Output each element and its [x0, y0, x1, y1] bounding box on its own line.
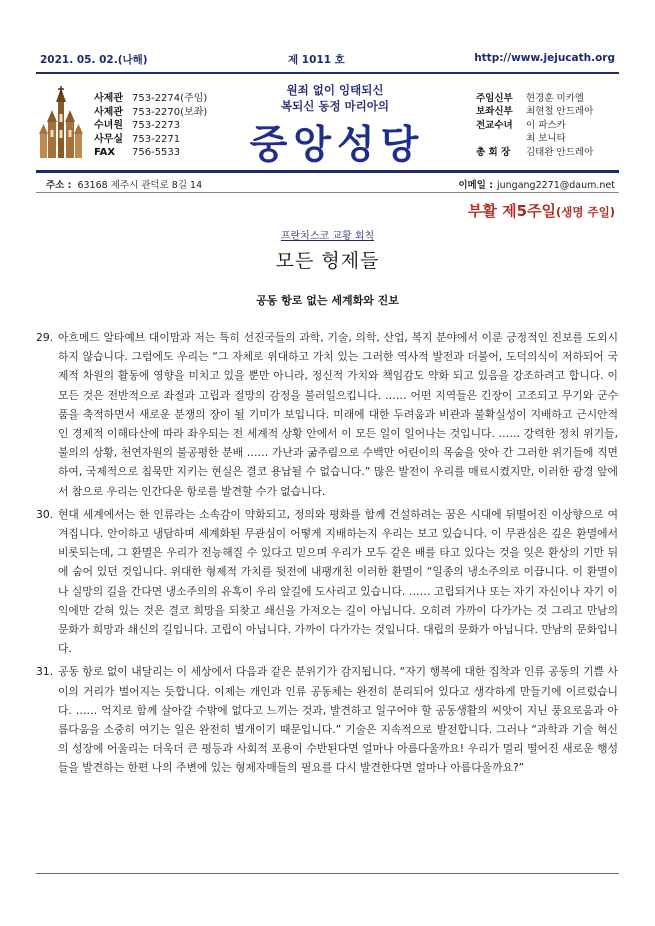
paragraph-30	[36, 505, 618, 659]
masthead-rule-bottom	[36, 192, 619, 193]
staff-row: 전교수녀 이 파스카	[476, 119, 566, 131]
masthead-rule-top	[36, 72, 619, 74]
issue-number: 제 1011 호	[288, 54, 345, 66]
document-title: 모든 형제들	[275, 250, 380, 272]
staff-row: 주임신부 현경훈 미카엘	[476, 93, 585, 104]
contact-row: 사제관 753-2270(보좌)	[94, 106, 208, 118]
paragraph-number: 29.	[36, 331, 54, 344]
masthead-rule-mid	[36, 170, 619, 173]
staff-row: 보좌신부 최현철 안드레아	[476, 106, 594, 118]
paragraph-29	[36, 328, 618, 501]
contact-row: 사무실 753-2271	[94, 133, 181, 145]
section-heading: 공동 항로 없는 세계화와 진보	[256, 294, 399, 307]
church-logo-icon	[38, 86, 84, 158]
article-body	[36, 328, 618, 782]
dedication-line-2: 복되신 동정 마리아의	[281, 99, 389, 113]
contact-row: FAX 756-5533	[94, 147, 181, 159]
dedication-line-1: 원죄 없이 잉태되신	[286, 83, 384, 97]
contact-row: 수녀원 753-2273	[94, 120, 181, 132]
website-link[interactable]: http://www.jejucath.org	[474, 52, 615, 64]
paragraph-text: 아흐메드 알타예브 대이맘과 저는 특히 선진국들의 과학, 기술, 의학, 산업, 복지 분야에서 이룬 긍정적인 진보를 도외시하지 않습니다. 그럼에도 우리는 “그 자체로 위대하고 가치 있는 그러한 역사적 발전과 더불어, 도덕의식이 저하되어 국제적 차원의 활동에 영향을 미치고 있을 뿐만 아니라, 정신적 가치와 책임감도 약화 되고 있음을 강조하려고 합니다. 이 모든 것은 전반적으로 좌절과 고립과 절망의 감정을 불러일으킵니다. …… 어떤 지역들은 긴장이 고조되고 무기와 군수품을 축적하면서 새로운 분쟁의 장이 될 기미가 보입니다. 미래에 대한 두려움과 비관과 불확실성이 지배하고 근시안적인 경제적 이해타산에 따라 좌우되는 전 세계적 상황 안에서 이 모든 일이 일어나는 것입니다. …… 강력한 정치 위기들, 불의의 상황, 천연자원의 불공평한 분배 …… 가난과 굶주림으로 수백만 어린이의 목숨을 앗아 간 그러한 위기들에 직면하여, 국제적으로 침묵만 지키는 현실은 결코 용납될 수 없습니다.” 많은 발전이 우리를 매료시켰지만, 이러한 광경 앞에서 참으로 우리는 인간다운 항로를 발견할 수가 없습니다.	[58, 331, 618, 498]
paragraph-number: 30.	[36, 507, 54, 521]
paragraph-text: 현대 세계에서는 한 인류라는 소속감이 약화되고, 정의와 평화를 함께 건설하려는 꿈은 시대에 뒤떨어진 이상향으로 여겨집니다. 안이하고 냉담하며 세계화된 무관심이 어떻게 지배하는지 우리는 보고 있습니다. 이 무관심은 깊은 환멸에서 비롯되는데, 그 환멸은 우리가 전능해질 수 있다고 믿으며 우리가 모두 같은 배를 타고 있다는 것을 잊은 환상의 기만 뒤에 숨어 있던 것입니다. 위대한 형제적 가치를 뒷전에 내팽개친 이러한 환멸이 “일종의 냉소주의로 이끕니다. 이 환멸이나 실망의 길을 간다면 냉소주의의 유혹이 우리 앞길에 도사리고 있습니다. …… 고립되거나 또는 자기 자신이나 자기 이익에만 갇혀 있는 것은 결코 희망을 되찾고 쇄신을 가져오는 길이 아닙니다. 오히려 가까이 다가가는 것 그리고 만남의 문화가 희망과 쇄신의 길입니다. 고립이 아닙니다. 가까이 다가가는 것입니다. 대립의 문화가 아닙니다. 만남의 문화입니다.	[58, 507, 618, 656]
church-name-title: 중앙성당	[249, 122, 425, 168]
paragraph-31	[36, 662, 618, 777]
paragraph-number: 31.	[36, 665, 54, 679]
masthead-top-bar	[40, 52, 615, 72]
staff-row: 최 보니타	[526, 133, 566, 145]
document-source: 프란치스코 교황 회칙	[280, 231, 375, 242]
church-email[interactable]: 이메일 : jungang2271@daum.net	[458, 180, 615, 191]
staff-row: 총 회 장 김태완 안드레아	[476, 146, 594, 158]
staff-list	[476, 92, 593, 159]
issue-date: 2021. 05. 02.(나해)	[40, 54, 148, 66]
church-address: 주소 : 63168 제주시 관덕로 8길 14	[46, 180, 203, 191]
footer-rule	[36, 873, 619, 874]
contact-list	[94, 92, 207, 160]
paragraph-text: 공동 항로 없이 내달리는 이 세상에서 다음과 같은 분위기가 감지됩니다. “자기 행복에 대한 집착과 인류 공동의 기쁨 사이의 거리가 벌어지는 듯합니다. 이제는 개인과 인류 공동체는 완전히 분리되어 있다고 생각하게 만들기에 이르렀습니다. …… 억지로 함께 살아갈 수밖에 없다고 느끼는 것과, 발견하고 일구어야 할 공동생활의 씨앗이 지닌 풍요로움과 아름다움을 소중히 여기는 일은 완전히 별개이기 때문입니다.” 기술은 지속적으로 발전합니다. 그러나 “과학과 기술 혁신의 성장에 어울리는 더욱더 큰 평등과 사회적 포용이 수반된다면 얼마나 아름다울까요! 우리가 멀리 떨어진 새로운 행성들을 발견하는 한편 나의 주변에 있는 형제자매들의 필요를 다시 발견한다면 얼마나 아름다울까요?”	[58, 665, 618, 775]
contact-row: 사제관 753-2274(주임)	[94, 93, 208, 104]
liturgical-season: 부활 제5주일(생명 주일)	[467, 202, 615, 220]
